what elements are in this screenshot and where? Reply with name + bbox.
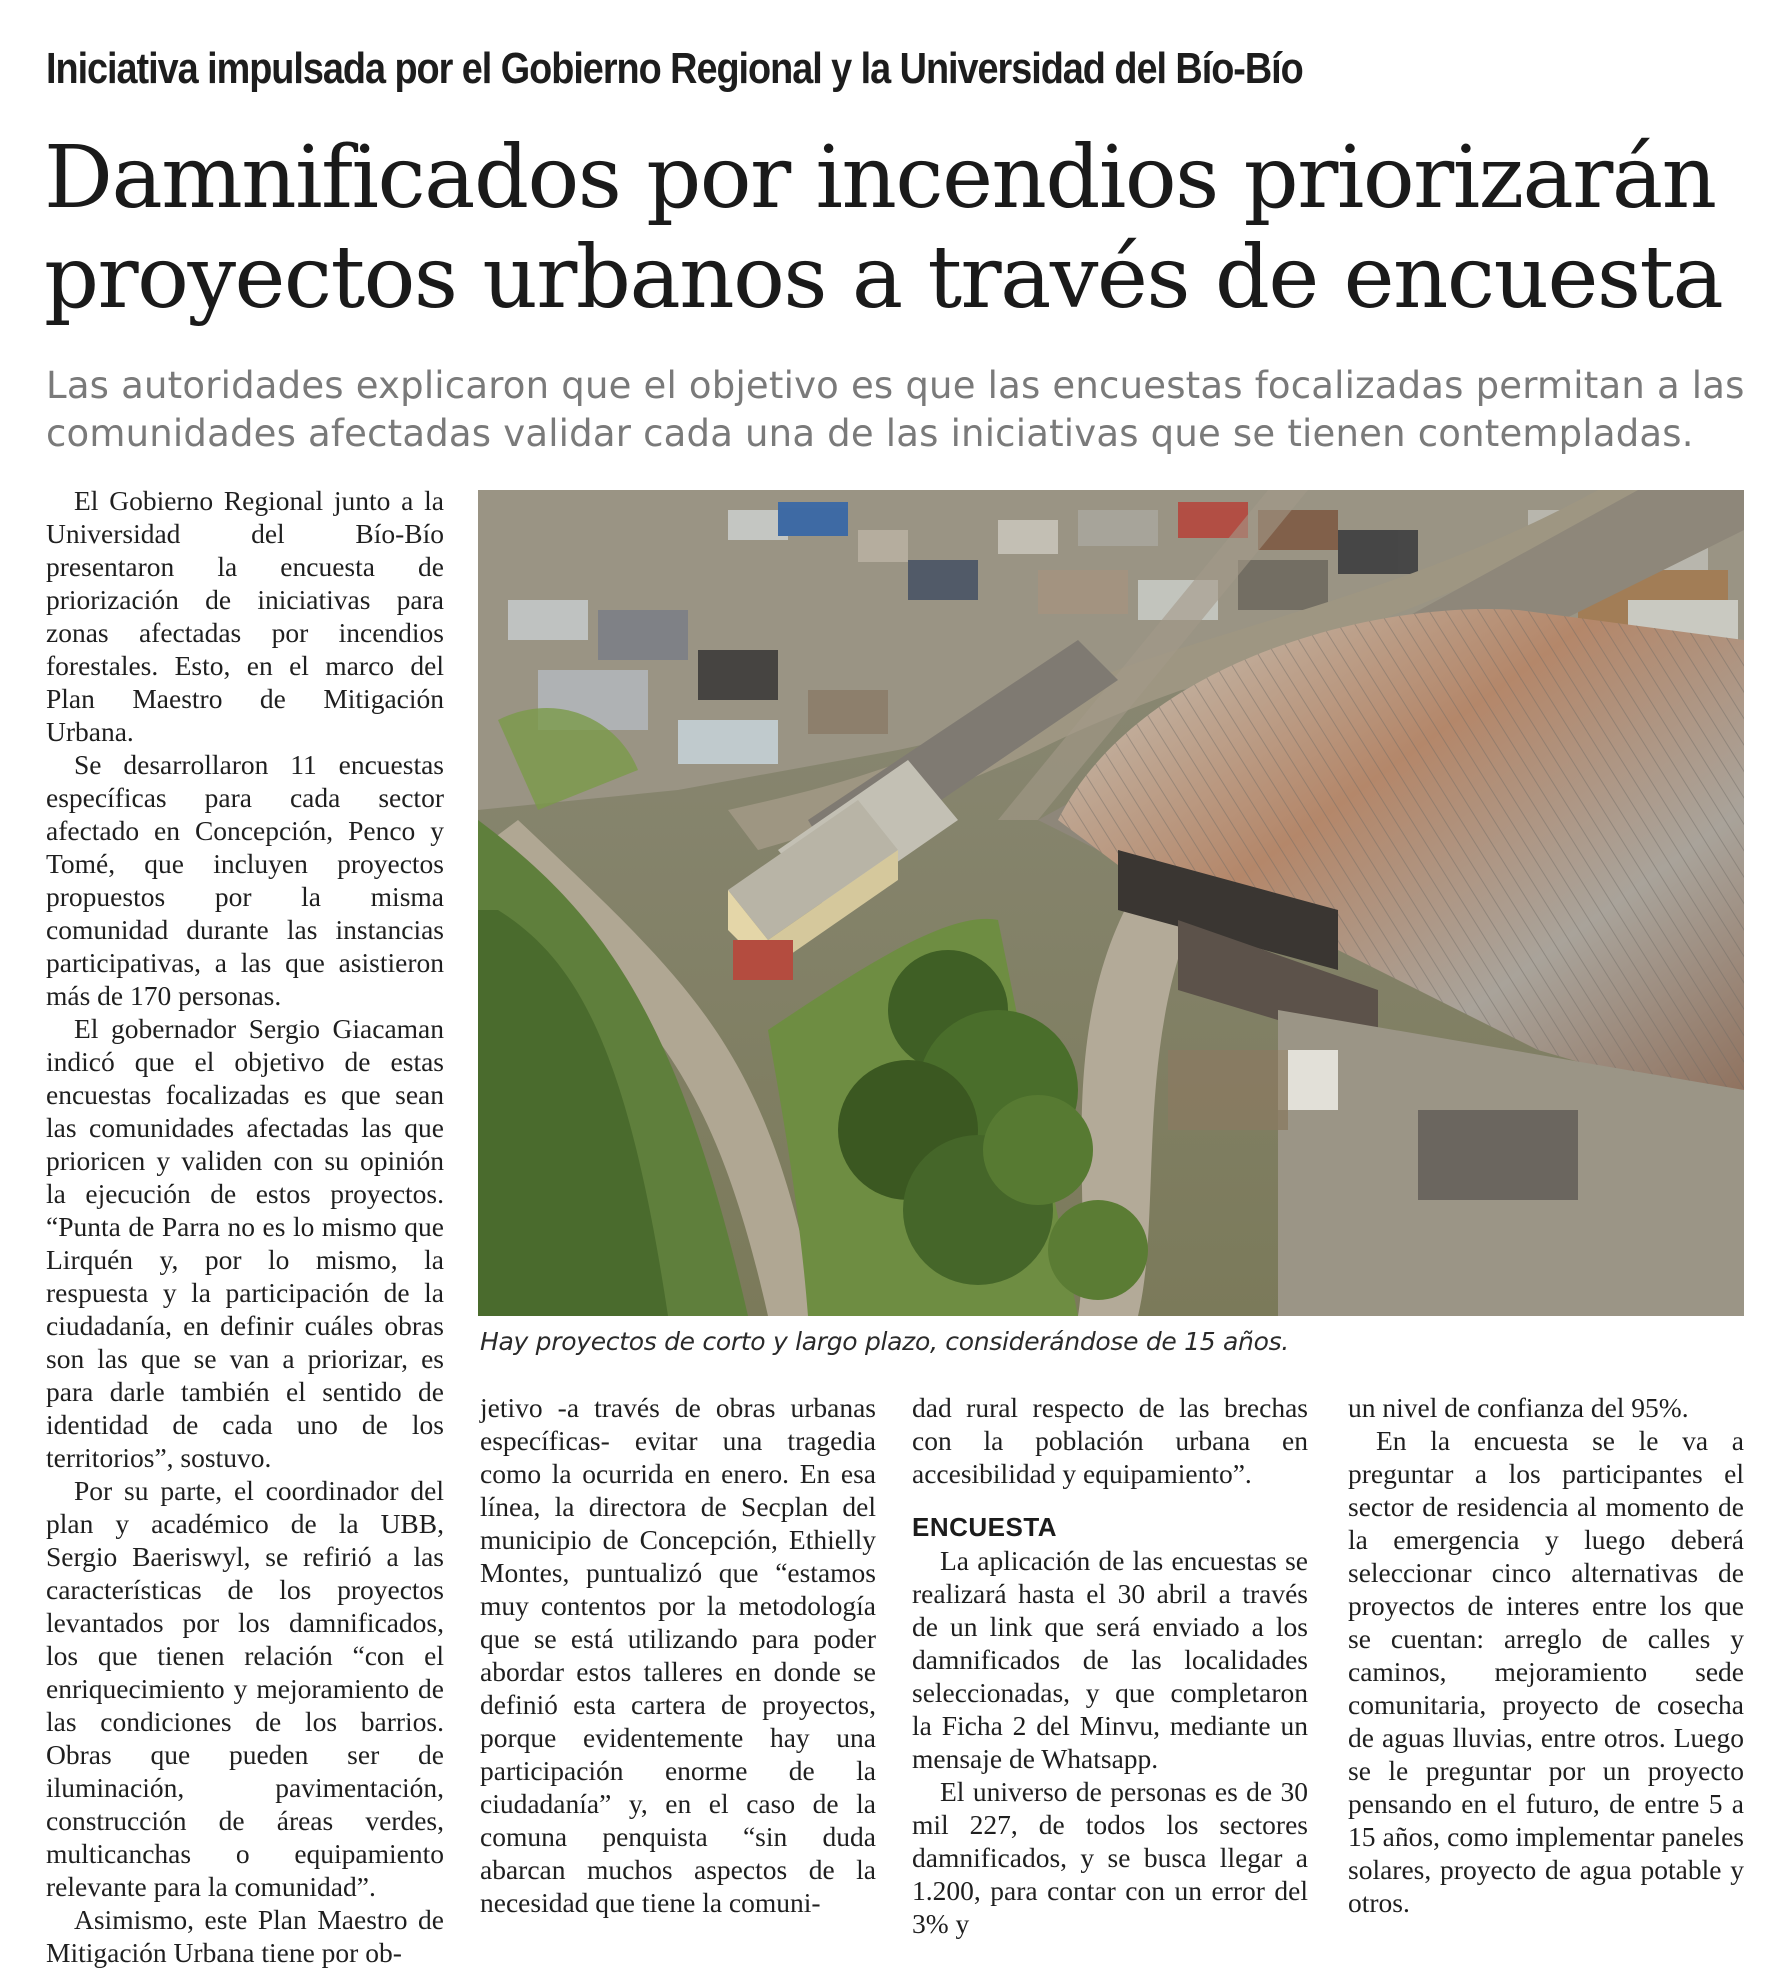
kicker: Iniciativa impulsada por el Gobierno Regional y la Universidad del Bío-Bío (46, 44, 1303, 93)
paragraph: El gobernador Sergio Giacaman indicó que el objetivo de estas encuestas focalizadas es que sean las comunidades afectadas las que prioricen y validen con su opinión la ejecución de estos proyectos. “Punta de Parra no es lo mismo que Lirquén y, por lo mismo, la respuesta y la participación de la ciudadanía, en definir cuáles obras son las que se van a priorizar, es para darle también el sentido de identidad de cada uno de los territorios”, sostuvo. (46, 1013, 444, 1473)
body-column-1 (46, 484, 444, 1969)
deck (46, 362, 1766, 458)
paragraph: La aplicación de las encuestas se realizará hasta el 30 abril a través de un link que será enviado a los damnificados de las localidades seleccionadas, y que completaron la Ficha 2 del Minvu, mediante un mensaje de Whatsapp. (912, 1545, 1308, 1774)
paragraph: El universo de personas es de 30 mil 227, de todos los sectores damnificados, y se busca llegar a 1.200, para contar con un error del 3% y (912, 1776, 1308, 1939)
photo-caption: Hay proyectos de corto y largo plazo, considerándose de 15 años. (480, 1327, 1289, 1356)
body-column-3 (912, 1391, 1308, 1940)
headline-line-2: proyectos urbanos a través de encuesta (44, 228, 1723, 328)
paragraph: Se desarrollaron 11 encuestas específicas para cada sector afectado en Concepción, Penco y Tomé, que incluyen proyectos propuestos por la misma comunidad durante las instancias participativas, a las que asistieron más de 170 personas. (46, 749, 444, 1011)
paragraph: jetivo -a través de obras urbanas específicas- evitar una tragedia como la ocurrida en enero. En esa línea, la directora de Secplan del municipio de Concepción, Ethielly Montes, puntualizó que “estamos muy contentos por la metodología que se está utilizando para poder abordar estos talleres en donde se definió esta cartera de proyectos, porque evidentemente hay una participación enorme de la ciudadanía” y, en el caso de la comuna penquista “sin duda abarcan muchos aspectos de la necesidad que tiene la comuni- (480, 1392, 876, 1918)
paragraph: En la encuesta se le va a preguntar a los participantes el sector de residencia al momento de la emergencia y luego deberá seleccionar cinco alternativas de proyectos de interes entre los que se cuentan: arreglo de calles y caminos, mejoramiento sede comunitaria, proyecto de cosecha de aguas lluvias, entre otros. Luego se le preguntar por un proyecto pensando en el futuro, de entre 5 a 15 años, como implementar paneles solares, proyecto de agua potable y otros. (1348, 1425, 1744, 1918)
body-column-4 (1348, 1391, 1744, 1919)
aerial-photo-illustration (478, 490, 1744, 1316)
paragraph: dad rural respecto de las brechas con la población urbana en accesibilidad y equipamiento”. (912, 1392, 1308, 1489)
deck-line-1: Las autoridades explicaron que el objetivo es que las encuestas focalizadas permitan a las (46, 364, 1745, 407)
deck-line-2: comunidades afectadas validar cada una de las iniciativas que se tienen contempladas. (46, 412, 1694, 455)
paragraph: un nivel de confianza del 95%. (1348, 1392, 1689, 1423)
subhead: ENCUESTA (912, 1512, 1058, 1542)
headline (44, 128, 1764, 328)
body-column-2 (480, 1391, 876, 1919)
headline-line-1: Damnificados por incendios priorizarán (44, 128, 1716, 228)
paragraph: El Gobierno Regional junto a la Universidad del Bío-Bío presentaron la encuesta de priorización de iniciativas para zonas afectadas por incendios forestales. Esto, en el marco del Plan Maestro de Mitigación Urbana. (46, 485, 444, 747)
news-photo (478, 490, 1744, 1316)
paragraph: Asimismo, este Plan Maestro de Mitigación Urbana tiene por ob- (46, 1904, 444, 1968)
paragraph: Por su parte, el coordinador del plan y académico de la UBB, Sergio Baeriswyl, se refirió a las características de los proyectos levantados por los damnificados, los que tienen relación “con el enriquecimiento y mejoramiento de las condiciones de los barrios. Obras que pueden ser de iluminación, pavimentación, construcción de áreas verdes, multicanchas o equipamiento relevante para la comunidad”. (46, 1475, 444, 1902)
